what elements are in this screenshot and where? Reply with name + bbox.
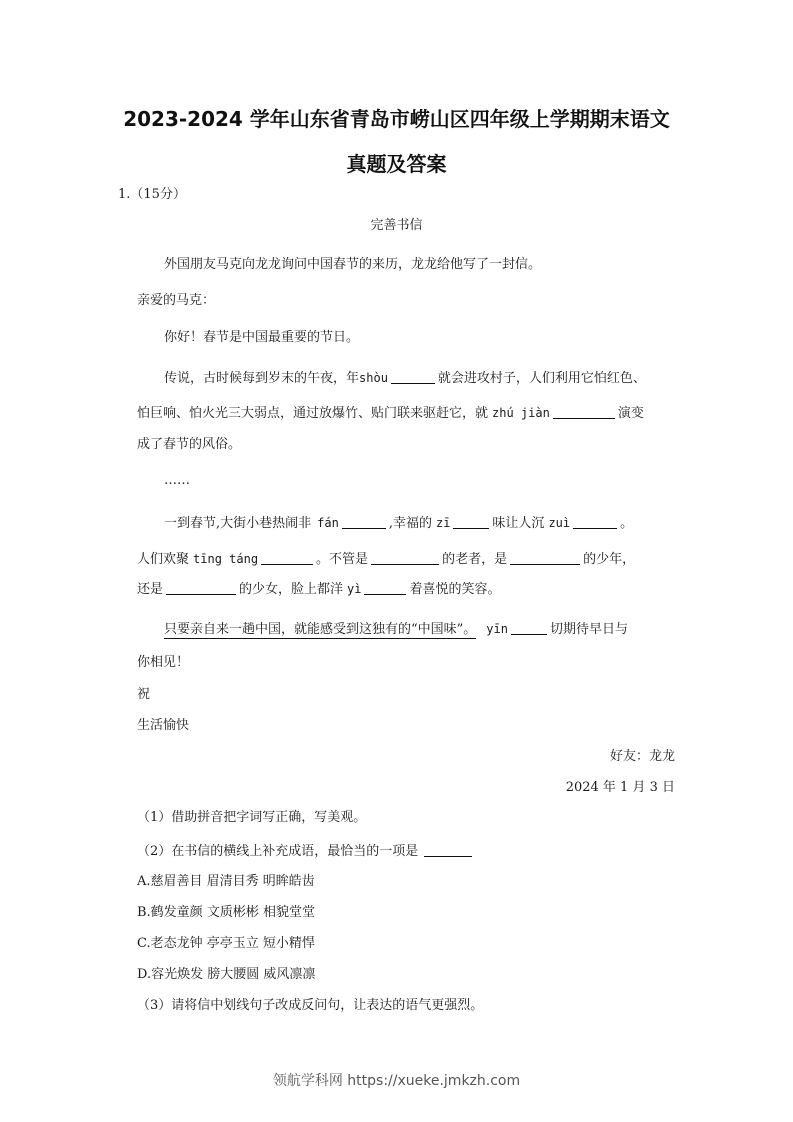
- sub-question-2-text: （2）在书信的横线上补充成语，最恰当的一项是: [137, 844, 419, 859]
- sub-question-2: [137, 842, 475, 861]
- p1-text-c: 怕巨响、怕火光三大弱点，通过放爆竹、贴门联来驱赶它，就: [137, 406, 489, 421]
- p1-line3: 成了春节的风俗。: [137, 437, 242, 452]
- p2-text-j: 的少女，脸上都洋: [239, 582, 344, 597]
- blank-yi[interactable]: [364, 580, 406, 595]
- pinyin-zi: zī: [435, 516, 451, 530]
- intro-paragraph: 外国朋友马克向龙龙询问中国春节的来历，龙龙给他写了一封信。: [164, 257, 542, 272]
- doc-title-line2: 真题及答案: [346, 152, 447, 176]
- closing-wish: 生活愉快: [137, 718, 190, 733]
- p2-text-b: ,幸福的: [388, 516, 432, 531]
- blank-answer-q2[interactable]: [424, 842, 472, 857]
- sub-question-1: （1）借助拼音把字词写正确，写美观。: [137, 810, 367, 825]
- p3-line1: [164, 620, 628, 639]
- p2-text-a: 一到春节,大街小巷热闹非: [164, 516, 312, 531]
- letter-salutation: 亲爱的马克：: [137, 293, 216, 308]
- p2-text-d: 。: [620, 516, 634, 531]
- pinyin-fan: fán: [317, 516, 339, 530]
- option-a: A.慈眉善目 眉清目秀 明眸皓齿: [137, 874, 315, 889]
- blank-idiom-1[interactable]: [371, 550, 439, 565]
- option-b: B.鹤发童颜 文质彬彬 相貌堂堂: [137, 905, 315, 920]
- closing-zhu: 祝: [137, 687, 151, 702]
- blank-idiom-3[interactable]: [166, 580, 236, 595]
- blank-zui[interactable]: [573, 514, 617, 529]
- pinyin-tingtang: tīng táng: [193, 552, 259, 566]
- underlined-sentence: 只要亲自来一趟中国，就能感受到这独有的“中国味”。: [164, 622, 477, 637]
- blank-shou[interactable]: [391, 369, 435, 384]
- p2-line3: [137, 580, 501, 599]
- p2-text-e: 人们欢聚: [137, 552, 190, 567]
- question-number: 1.（15分）: [118, 187, 186, 202]
- ellipsis: ……: [164, 473, 190, 488]
- p3-line2: 你相见！: [137, 655, 190, 670]
- p1-text-b: 就会进攻村子，人们利用它怕红色、: [437, 371, 646, 386]
- letter-greeting: 你好！春节是中国最重要的节日。: [164, 330, 360, 345]
- option-c: C.老态龙钟 亭亭玉立 短小精悍: [137, 936, 315, 951]
- pinyin-yi: yì: [347, 582, 362, 596]
- pinyin-zhujian: zhú jiàn: [492, 406, 550, 420]
- blank-zhujian[interactable]: [553, 404, 615, 419]
- blank-tingtang[interactable]: [261, 550, 313, 565]
- doc-title-line1: 2023-2024 学年山东省青岛市崂山区四年级上学期期末语文: [123, 107, 670, 131]
- p2-text-h: 的少年，: [583, 552, 636, 567]
- p2-text-i: 还是: [137, 582, 164, 597]
- blank-fan[interactable]: [342, 514, 386, 529]
- p2-text-f: 。不管是: [316, 552, 369, 567]
- signature: 好友：龙龙: [609, 749, 675, 764]
- letter-title: 完善书信: [370, 218, 423, 233]
- blank-yin[interactable]: [511, 620, 547, 635]
- pinyin-yin: yīn: [486, 622, 508, 636]
- p1-line2: [137, 404, 644, 423]
- p2-line2: [137, 550, 635, 569]
- p2-line1: [164, 514, 633, 533]
- p3-text-a: 切期待早日与: [549, 622, 628, 637]
- p2-text-c: 味让人沉: [492, 516, 545, 531]
- blank-idiom-2[interactable]: [510, 550, 580, 565]
- p1-text-d: 演变: [617, 406, 644, 421]
- p2-text-g: 的老者，是: [442, 552, 508, 567]
- p1-line1: [164, 369, 646, 388]
- p1-text-a: 传说，古时候每到岁末的午夜，年: [164, 371, 360, 386]
- sub-question-3: （3）请将信中划线句子改成反问句，让表达的语气更强烈。: [137, 998, 484, 1013]
- page-footer: 领航学科网 https://xueke.jmkzh.com: [272, 1073, 521, 1089]
- letter-date: 2024 年 1 月 3 日: [565, 780, 675, 795]
- blank-zi[interactable]: [453, 514, 489, 529]
- pinyin-zui: zuì: [548, 516, 571, 530]
- option-d: D.容光焕发 膀大腰圆 威风凛凛: [137, 967, 316, 982]
- pinyin-shou: shòu: [359, 371, 388, 385]
- p2-text-k: 着喜悦的笑容。: [409, 582, 501, 597]
